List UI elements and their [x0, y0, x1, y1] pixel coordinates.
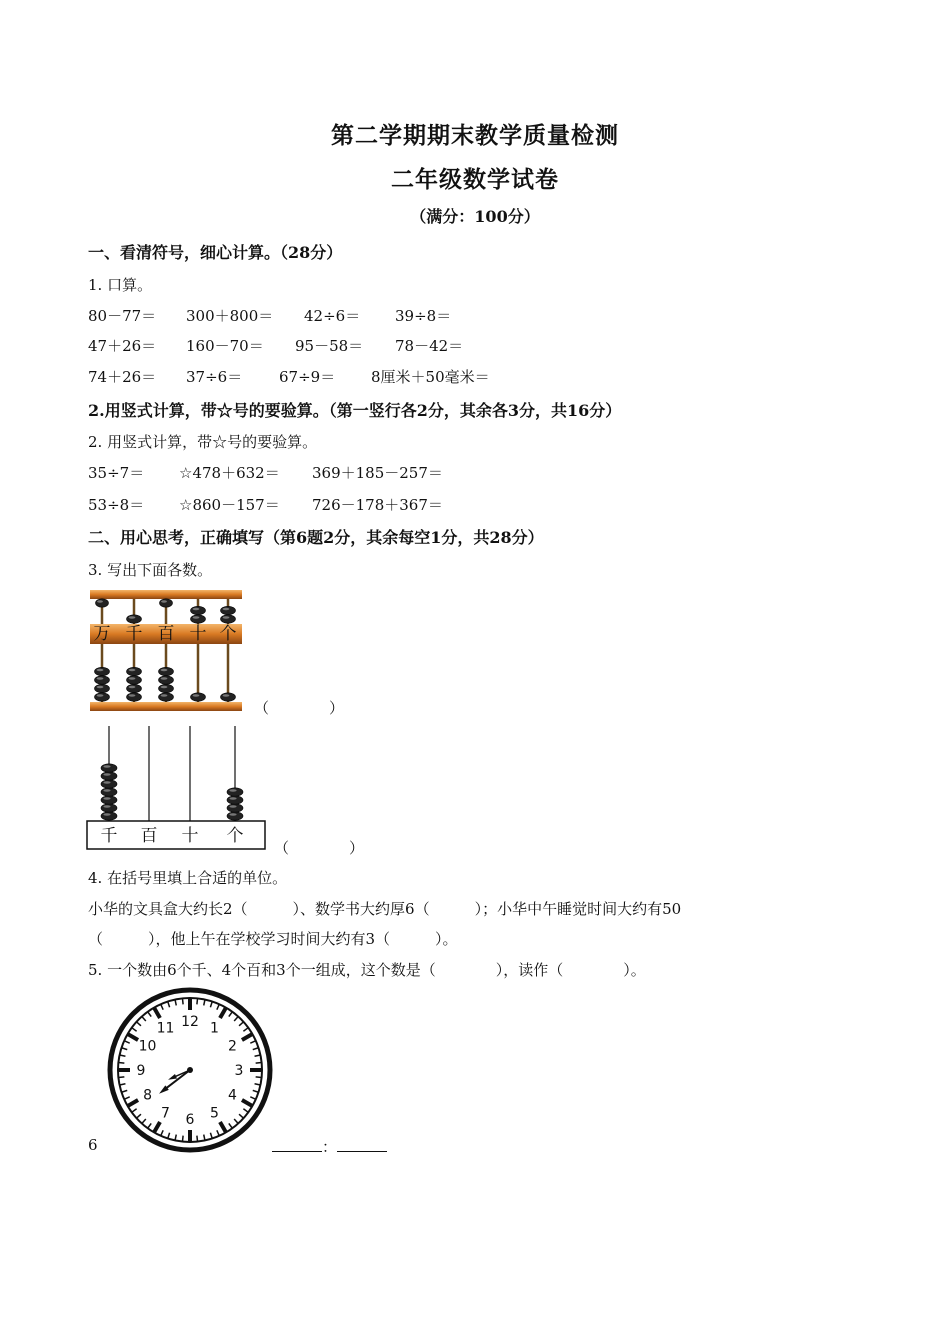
bead-highlight	[161, 669, 168, 671]
section2-heading: 二、用心思考，正确填写（第6题2分，其余每空1分，共28分）	[88, 528, 544, 547]
abacus-bead	[191, 615, 206, 623]
abacus-bead	[127, 667, 142, 675]
abacus-bead	[221, 693, 236, 701]
abacus-bead	[127, 693, 142, 701]
abacus-bead	[221, 606, 236, 614]
bead-highlight	[193, 608, 200, 610]
abacus-bead	[95, 676, 110, 684]
clock-number: 10	[138, 1038, 157, 1055]
bead-highlight	[193, 694, 200, 696]
abacus-bead	[96, 599, 109, 607]
abacus-bead	[101, 804, 117, 812]
vertical-item: 53÷8＝	[88, 496, 145, 514]
q3-label: 3. 写出下面各数。	[88, 561, 213, 579]
clock-number: 9	[136, 1063, 146, 1079]
clock-minor-tick	[256, 1077, 262, 1078]
abacus-top-frame	[90, 590, 242, 599]
clock-number: 2	[227, 1038, 237, 1055]
abacus-bead	[127, 615, 142, 623]
bead-highlight	[223, 694, 230, 696]
abacus-place-label: 个	[226, 826, 244, 846]
bead-highlight	[97, 694, 104, 696]
clock-minor-tick	[182, 998, 183, 1004]
oral-item: 80－77＝	[88, 307, 157, 325]
bead-highlight	[161, 677, 168, 679]
bead-highlight	[161, 694, 168, 696]
abacus-bead	[159, 693, 174, 701]
abacus-bead	[191, 693, 206, 701]
bead-highlight	[223, 608, 230, 610]
abacus-bead	[95, 693, 110, 701]
bead-highlight	[161, 686, 168, 688]
abacus-five-place	[88, 588, 248, 714]
abacus-bead	[227, 812, 243, 820]
q4-line-2: （ ），他上午在学校学习时间大约有3（ ）。	[88, 930, 458, 948]
oral-item: 95－58＝	[295, 337, 364, 355]
time-answer	[272, 1136, 387, 1157]
bead-highlight	[229, 789, 236, 791]
abacus-bead	[221, 615, 236, 623]
bead-highlight	[223, 616, 230, 618]
abacus-bead	[159, 667, 174, 675]
q6-number: 6	[88, 1136, 98, 1154]
clock-minor-tick	[197, 998, 198, 1004]
bead-highlight	[97, 686, 104, 688]
abacus-place-label: 百	[157, 624, 175, 644]
abacus-bead	[127, 676, 142, 684]
oral-item: 74＋26＝	[88, 368, 157, 386]
abacus-bead	[95, 684, 110, 692]
abacus-bead	[227, 796, 243, 804]
time-separator: ：	[322, 1138, 338, 1156]
oral-item: 39÷8＝	[395, 307, 452, 325]
exam-title: 第二学期期末教学质量检测	[331, 122, 619, 149]
oral-item: 37÷6＝	[186, 368, 243, 386]
clock-number: 4	[227, 1087, 237, 1104]
abacus-place-label: 个	[219, 624, 237, 644]
q2-label: 2. 用竖式计算，带☆号的要验算。	[88, 433, 318, 451]
clock-number: 8	[143, 1087, 153, 1104]
clock-face	[107, 987, 273, 1153]
abacus-place-label: 万	[93, 624, 111, 644]
clock-number: 7	[161, 1105, 170, 1122]
clock-number: 3	[234, 1063, 244, 1079]
abacus-bead	[101, 796, 117, 804]
bead-highlight	[229, 805, 236, 807]
abacus1-answer: （ ）	[254, 699, 345, 717]
abacus-four-place	[86, 722, 268, 850]
abacus-bead	[101, 772, 117, 780]
abacus-beads	[101, 764, 243, 820]
q5-line: 5. 一个数由6个千、4个百和3个一组成，这个数是（ ），读作（ ）。	[88, 961, 646, 979]
bead-highlight	[103, 789, 110, 791]
bead-highlight	[103, 797, 110, 799]
bead-highlight	[103, 773, 110, 775]
oral-item: 8厘米＋50毫米＝	[371, 368, 490, 386]
bead-highlight	[103, 765, 110, 767]
bead-highlight	[97, 600, 103, 602]
oral-item: 300＋800＝	[186, 307, 274, 325]
full-score: （满分：100分）	[410, 207, 540, 226]
abacus-bead	[160, 599, 173, 607]
abacus-bead	[95, 667, 110, 675]
abacus-bead	[127, 684, 142, 692]
bead-highlight	[129, 677, 136, 679]
oral-item: 78－42＝	[395, 337, 464, 355]
clock-number: 6	[185, 1112, 195, 1128]
bead-highlight	[229, 797, 236, 799]
bead-highlight	[129, 616, 136, 618]
bead-highlight	[129, 694, 136, 696]
abacus-bottom-frame	[90, 702, 242, 711]
abacus-place-label: 千	[125, 624, 143, 644]
abacus-bead	[159, 684, 174, 692]
vertical-item: ☆478＋632＝	[179, 464, 280, 482]
vertical-item: 369＋185－257＝	[312, 464, 443, 482]
vertical-item: 726－178＋367＝	[312, 496, 443, 514]
clock-minor-tick	[197, 1136, 198, 1142]
bead-highlight	[103, 813, 110, 815]
bead-highlight	[103, 781, 110, 783]
abacus-place-label: 百	[140, 826, 158, 846]
bead-highlight	[97, 669, 104, 671]
abacus-place-label: 十	[189, 624, 207, 644]
abacus-bead	[227, 804, 243, 812]
bead-highlight	[103, 805, 110, 807]
bead-highlight	[97, 677, 104, 679]
hour-blank[interactable]	[272, 1137, 322, 1152]
clock-minor-tick	[118, 1062, 124, 1063]
minute-blank[interactable]	[337, 1137, 387, 1152]
clock-minor-tick	[182, 1136, 183, 1142]
clock-number: 11	[156, 1020, 175, 1037]
q4-line-1: 小华的文具盒大约长2（ ）、数学书大约厚6（ ）；小华中午睡觉时间大约有50	[88, 900, 682, 918]
abacus-bead	[101, 764, 117, 772]
abacus-bead	[101, 812, 117, 820]
clock-minor-tick	[256, 1062, 262, 1063]
oral-item: 42÷6＝	[304, 307, 361, 325]
vertical-item: ☆860－157＝	[179, 496, 280, 514]
abacus2-answer: （ ）	[274, 839, 365, 857]
bead-highlight	[129, 686, 136, 688]
bead-highlight	[193, 616, 200, 618]
bead-highlight	[229, 813, 236, 815]
clock-number: 5	[210, 1105, 219, 1122]
clock-center-pin	[187, 1067, 193, 1073]
oral-item: 160－70＝	[186, 337, 264, 355]
abacus-place-label: 十	[181, 826, 199, 846]
q2-heading: 2.用竖式计算，带☆号的要验算。（第一竖行各2分，其余各3分，共16分）	[88, 401, 622, 420]
section1-heading: 一、看清符号，细心计算。（28分）	[88, 243, 343, 262]
oral-item: 67÷9＝	[279, 368, 336, 386]
abacus-rods	[109, 726, 235, 821]
exam-subtitle: 二年级数学试卷	[391, 166, 559, 193]
clock-minor-tick	[118, 1077, 124, 1078]
clock-number: 12	[181, 1014, 199, 1030]
clock-number: 1	[210, 1020, 219, 1037]
abacus-bead	[227, 788, 243, 796]
abacus-bead	[191, 606, 206, 614]
abacus-bead	[101, 788, 117, 796]
abacus-place-label: 千	[100, 826, 118, 846]
vertical-item: 35÷7＝	[88, 464, 145, 482]
q1-label: 1. 口算。	[88, 276, 153, 294]
bead-highlight	[129, 669, 136, 671]
bead-highlight	[161, 600, 167, 602]
q4-label: 4. 在括号里填上合适的单位。	[88, 869, 288, 887]
abacus-bead	[101, 780, 117, 788]
abacus-bead	[159, 676, 174, 684]
oral-item: 47＋26＝	[88, 337, 157, 355]
